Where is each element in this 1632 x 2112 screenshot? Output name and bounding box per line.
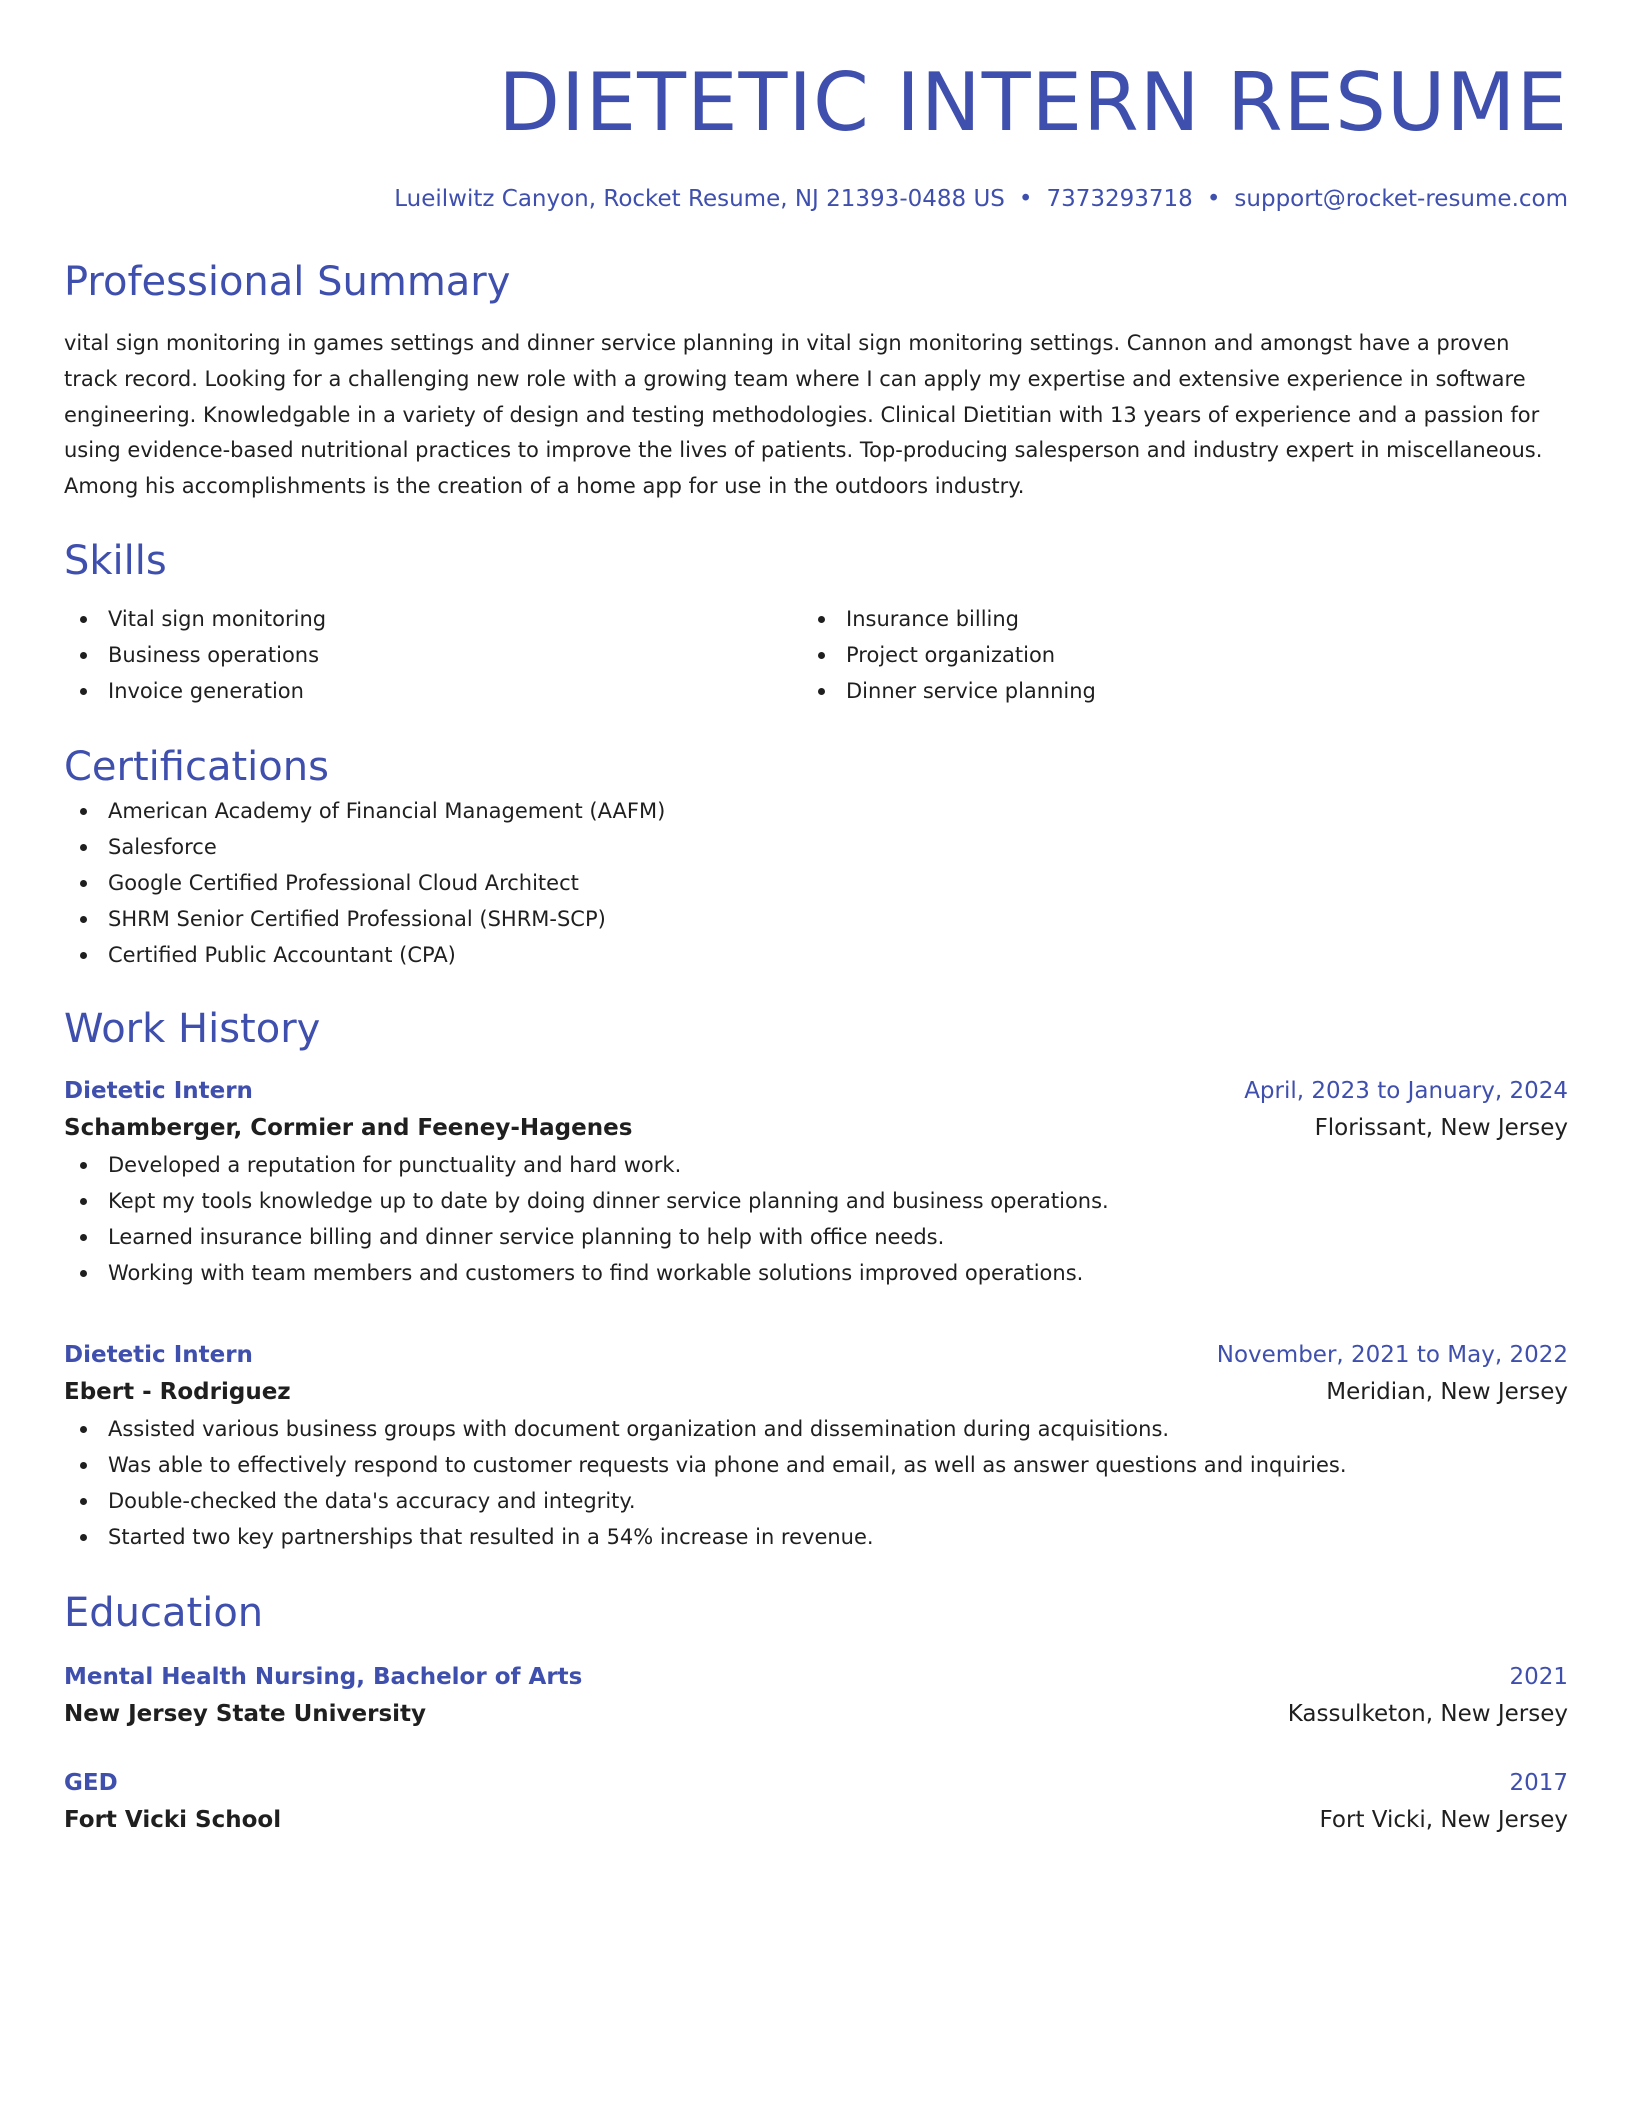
skill-item: Project organization (802, 637, 1540, 673)
job-bullet: Double-checked the data's accuracy and integrity. (64, 1483, 1568, 1519)
document-title: DIETETIC INTERN RESUME (498, 56, 1568, 149)
contact-email[interactable]: support@rocket-resume.com (1234, 186, 1568, 212)
job-title-row (64, 1337, 1568, 1373)
section-heading-work-history: Work History (64, 1005, 321, 1052)
job-dates: April, 2023 to January, 2024 (1244, 1077, 1568, 1104)
work-history-section (64, 1003, 1568, 1555)
skill-item: Insurance billing (802, 601, 1540, 637)
job-dates: November, 2021 to May, 2022 (1216, 1341, 1568, 1368)
education-degree-row (64, 1659, 1568, 1695)
contact-phone: 7373293718 (1046, 186, 1193, 212)
job-bullet: Working with team members and customers to find workable solutions improved operations. (64, 1255, 1568, 1291)
certifications-section (64, 741, 1568, 973)
resume-header (64, 48, 1568, 214)
job-bullet: Developed a reputation for punctuality and hard work. (64, 1147, 1568, 1183)
job-entry (64, 1337, 1568, 1555)
job-company-row (64, 1109, 1568, 1147)
education-year: 2017 (1509, 1769, 1568, 1796)
section-heading-certifications: Certifications (64, 743, 329, 790)
skills-section (64, 535, 1568, 709)
education-degree: GED (64, 1769, 118, 1796)
certification-item: Google Certified Professional Cloud Architect (64, 865, 1568, 901)
section-heading-education: Education (64, 1589, 264, 1636)
section-heading-skills: Skills (64, 537, 167, 584)
education-location: Kassulketon, New Jersey (1287, 1700, 1568, 1727)
education-degree: Mental Health Nursing, Bachelor of Arts (64, 1663, 583, 1690)
certification-item: Certified Public Accountant (CPA) (64, 937, 1568, 973)
contact-separator: • (1018, 186, 1033, 212)
job-role: Dietetic Intern (64, 1341, 253, 1368)
section-heading-summary: Professional Summary (64, 259, 511, 305)
education-year: 2021 (1509, 1663, 1568, 1690)
education-degree-row (64, 1765, 1568, 1801)
skills-column-left (64, 601, 802, 709)
skills-grid (64, 601, 1568, 709)
contact-address: Lueilwitz Canyon, Rocket Resume, NJ 21393-0488 US (394, 186, 1005, 212)
job-entry (64, 1073, 1568, 1291)
education-entry (64, 1765, 1568, 1839)
job-bullet: Started two key partnerships that resulted in a 54% increase in revenue. (64, 1519, 1568, 1555)
skill-item: Invoice generation (64, 673, 802, 709)
education-location: Fort Vicki, New Jersey (1319, 1806, 1568, 1833)
job-bullet: Kept my tools knowledge up to date by doing dinner service planning and business operations. (64, 1183, 1568, 1219)
job-bullet: Learned insurance billing and dinner service planning to help with office needs. (64, 1219, 1568, 1255)
education-entry (64, 1659, 1568, 1733)
contact-separator: • (1206, 186, 1221, 212)
education-school: New Jersey State University (64, 1700, 427, 1727)
skill-item: Vital sign monitoring (64, 601, 802, 637)
professional-summary-section (64, 256, 1568, 505)
job-bullet: Was able to effectively respond to customer requests via phone and email, as well as answer questions and inquiries. (64, 1447, 1568, 1483)
education-school-row (64, 1695, 1568, 1733)
certification-item: SHRM Senior Certified Professional (SHRM-SCP) (64, 901, 1568, 937)
certification-item: Salesforce (64, 829, 1568, 865)
job-title-row (64, 1073, 1568, 1109)
education-school-row (64, 1801, 1568, 1839)
job-bullets (64, 1147, 1568, 1291)
job-role: Dietetic Intern (64, 1077, 253, 1104)
job-bullet: Assisted various business groups with document organization and dissemination during acquisitions. (64, 1411, 1568, 1447)
certifications-list (64, 793, 1568, 973)
education-section (64, 1587, 1568, 1839)
job-company: Schamberger, Cormier and Feeney-Hagenes (64, 1114, 633, 1141)
skill-item: Business operations (64, 637, 802, 673)
job-location: Florissant, New Jersey (1314, 1114, 1568, 1141)
job-company: Ebert - Rodriguez (64, 1378, 291, 1405)
education-school: Fort Vicki School (64, 1806, 282, 1833)
job-company-row (64, 1373, 1568, 1411)
certification-item: American Academy of Financial Management (AAFM) (64, 793, 1568, 829)
skills-column-right (802, 601, 1540, 709)
summary-text: vital sign monitoring in games settings and dinner service planning in vital sign monitoring settings. Cannon and amongst have a proven track record. Looking for a challenging new role with a growing team where I can apply my expertise and extensive experience in software engineering. Knowledgable in a variety of design and testing methodologies. Clinical Dietitian with 13 years of experience and a passion for using evidence-based nutritional practices to improve the lives of patients. Top-producing salesperson and industry expert in miscellaneous. Among his accomplishments is the creation of a home app for use in the outdoors industry. (64, 331, 1543, 499)
skill-item: Dinner service planning (802, 673, 1540, 709)
contact-line (64, 184, 1568, 214)
job-location: Meridian, New Jersey (1326, 1378, 1568, 1405)
job-bullets (64, 1411, 1568, 1555)
